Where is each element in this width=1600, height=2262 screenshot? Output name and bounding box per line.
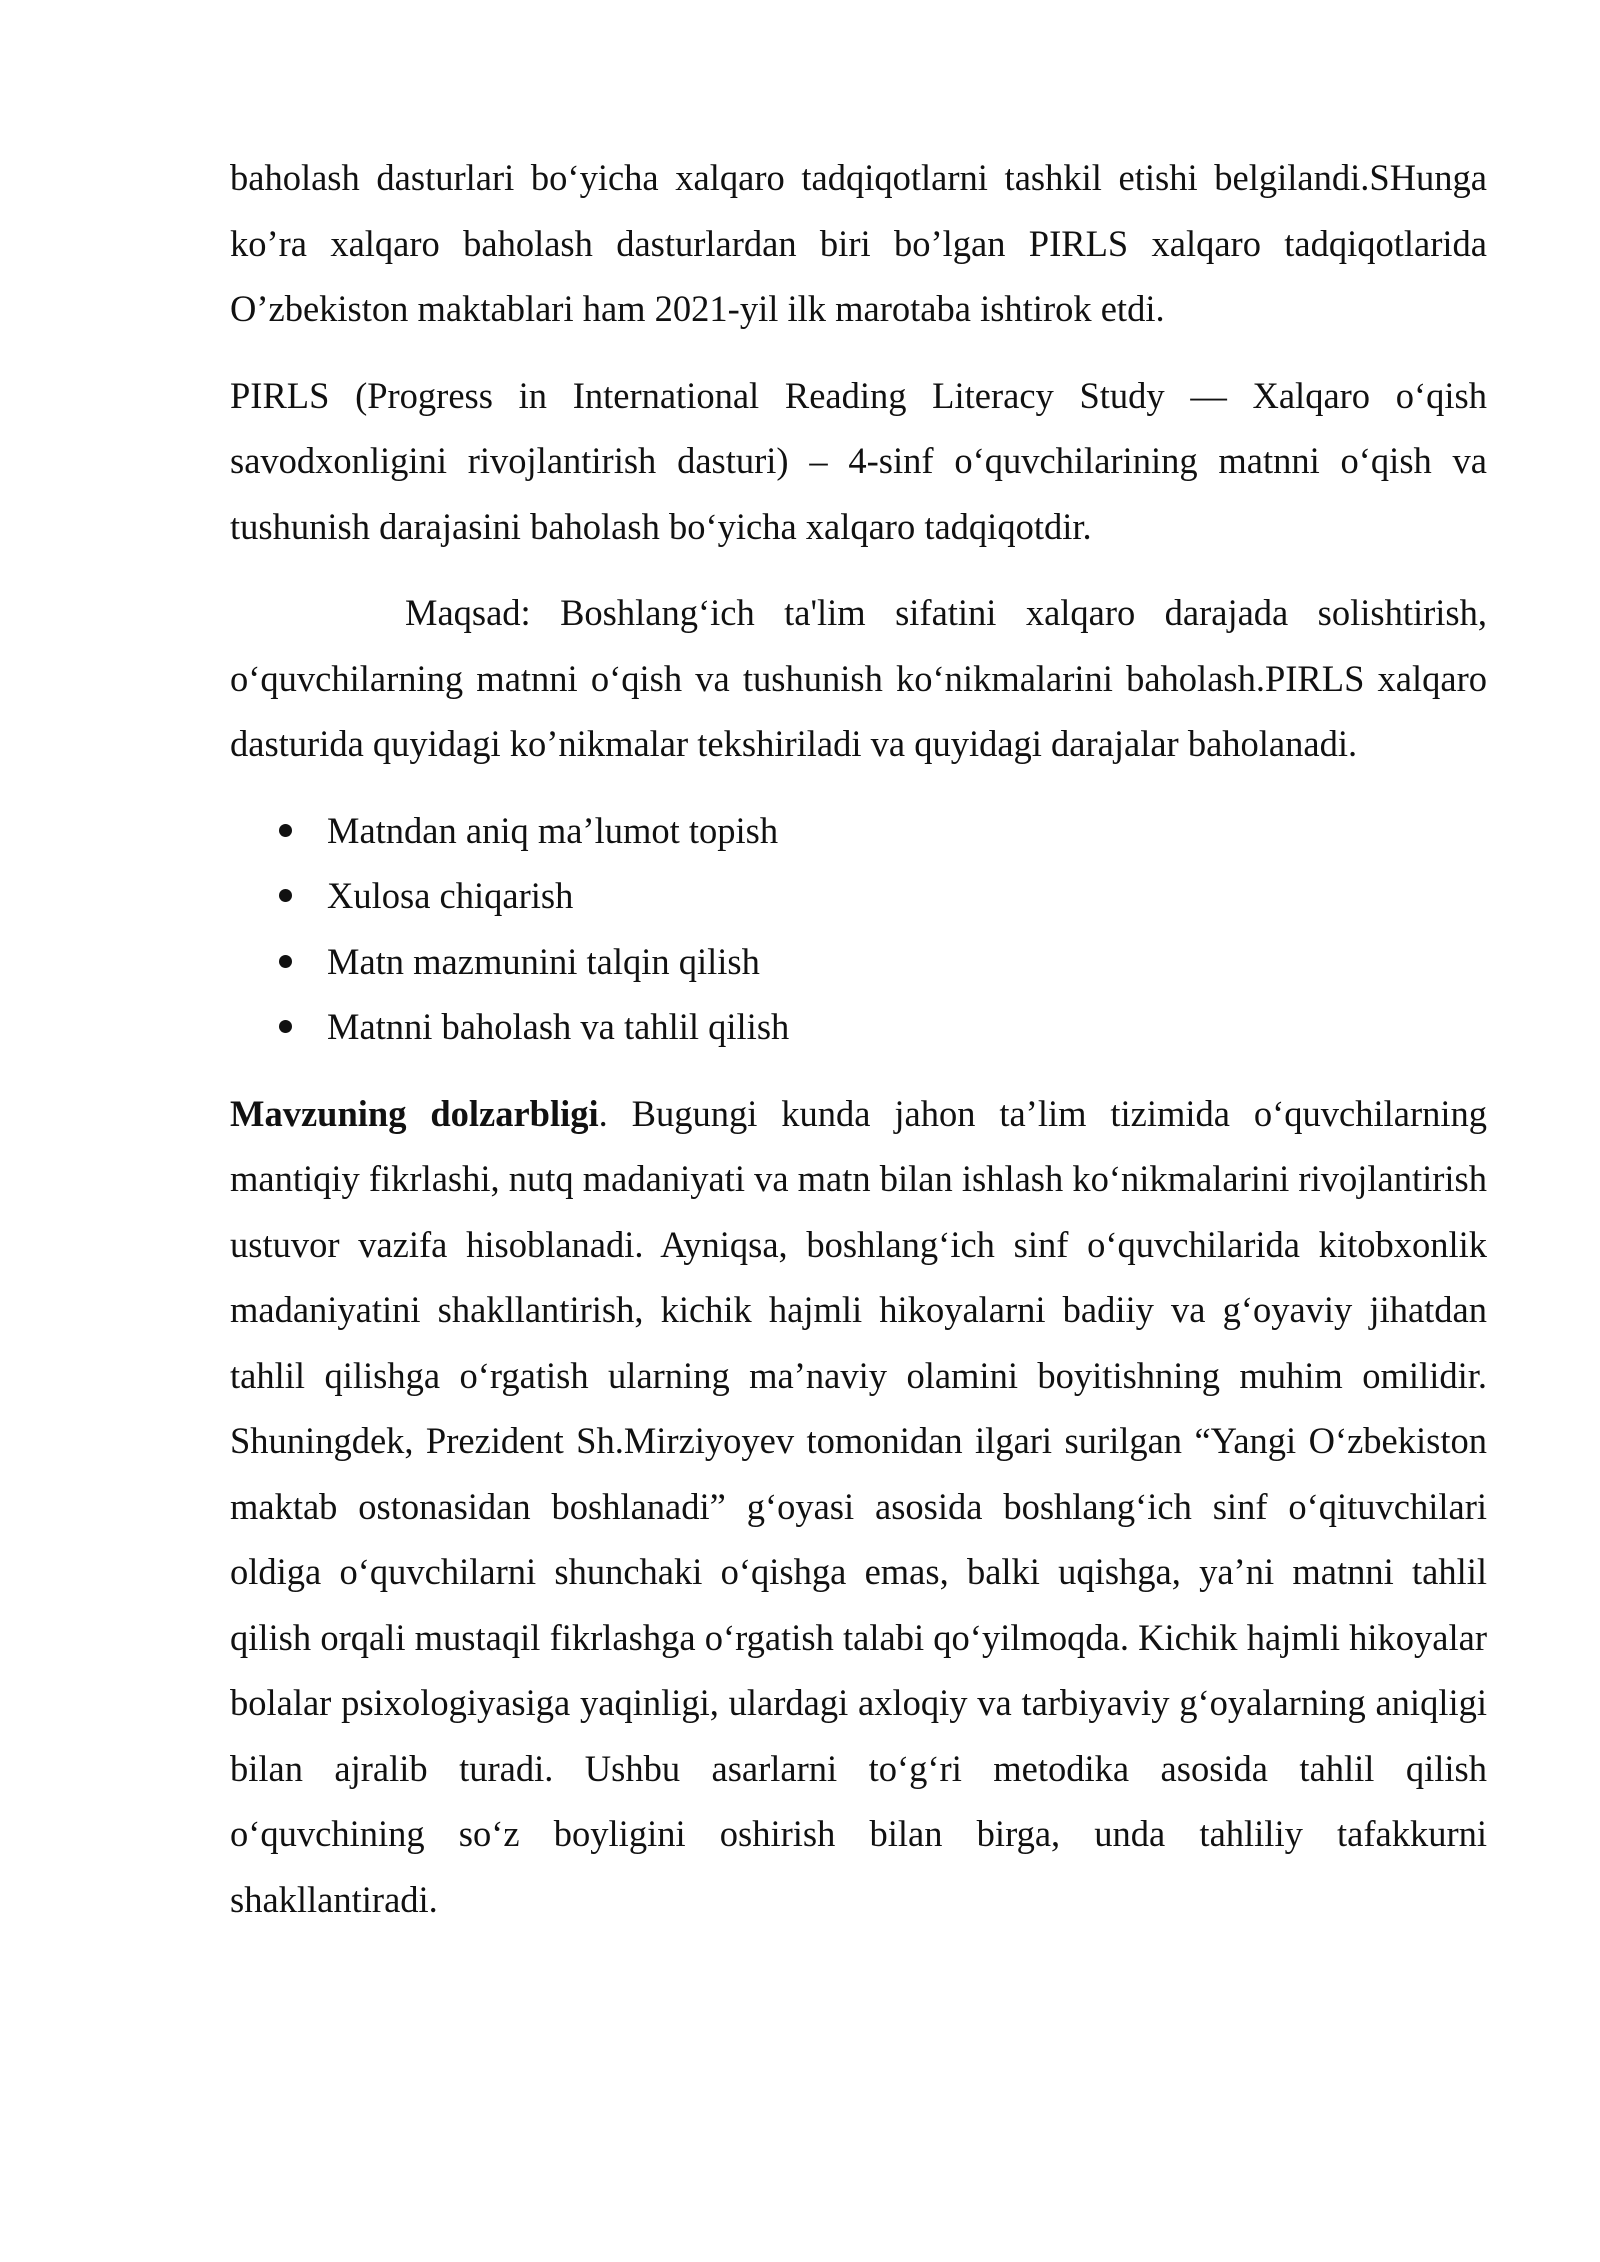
list-item (230, 929, 1487, 995)
bullet-icon (279, 1020, 292, 1033)
bullet-icon (279, 824, 292, 837)
section-body-text: Bugungi kunda jahon ta’lim tizimida o‘quvchilarning mantiqiy fikrlashi, nutq madaniyati va matn bilan ishlash ko‘nikmalarini rivojlantirish ustuvor vazifa hisoblanadi. Ayniqsa, boshlang‘ich sinf o‘quvchilarida kitobxonlik madaniyatini shakllantirish, kichik hajmli hikoyalarni badiiy va g‘oyaviy jihatdan tahlil qilishga o‘rgatish ularning ma’naviy olamini boyitishning muhim omilidir. Shuningdek, Prezident Sh.Mirziyoyev tomonidan ilgari surilgan “Yangi O‘zbekiston maktab ostonasidan boshlanadi” g‘oyasi asosida boshlang‘ich sinf o‘qituvchilari oldiga o‘quvchilarni shunchaki o‘qishga emas, balki uqishga, ya’ni matnni tahlil qilish orqali mustaqil fikrlashga o‘rgatish talabi qo‘yilmoqda. Kichik hajmli hikoyalar bolalar psixologiyasiga yaqinligi, ulardagi axloqiy va tarbiyaviy g‘oyalarning aniqligi bilan ajralib turadi. Ushbu asarlarni to‘g‘ri metodika asosida tahlil qilish o‘quvchining so‘z boyligini oshirish bilan birga, unda tahliliy tafakkurni shakllantiradi. (230, 1092, 1487, 1920)
bullet-icon (279, 955, 292, 968)
list-item-text: Matnni baholash va tahlil qilish (327, 1006, 790, 1047)
bullet-icon (279, 889, 292, 902)
skills-bullet-list (230, 798, 1487, 1060)
paragraph-goal: Maqsad: Boshlang‘ich ta'lim sifatini xalqaro darajada solishtirish, o‘quvchilarning matnni o‘qish va tushunish ko‘nikmalarini baholash.PIRLS xalqaro dasturida quyidagi ko’nikmalar tekshiriladi va quyidagi darajalar baholanadi. (230, 592, 1487, 764)
list-item-text: Matn mazmunini talqin qilish (327, 940, 760, 982)
paragraph-pirls-definition: PIRLS (Progress in International Reading Literacy Study — Xalqaro o‘qish savodxonligini rivojlantirish dasturi) – 4-sinf o‘quvchilarining matnni o‘qish va tushunish darajasini baholash bo‘yicha xalqaro tadqiqotdir. (230, 374, 1487, 547)
section-heading-punctuation: . (598, 1092, 608, 1134)
list-item (230, 994, 1487, 1060)
list-item-text: Xulosa chiqarish (327, 875, 574, 916)
section-heading: Mavzuning dolzarbligi (230, 1092, 599, 1134)
paragraph-relevance (230, 1081, 1487, 1933)
paragraph-pirls-participation: baholash dasturlari bo‘yicha xalqaro tadqiqotlarni tashkil etishi belgilandi.SHunga ko’ra xalqaro baholash dasturlardan biri bo’lgan PIRLS xalqaro tadqiqotlarida O’zbekiston maktablari ham 2021-yil ilk marotaba ishtirok etdi. (230, 157, 1487, 329)
list-item-text: Matndan aniq ma’lumot topish (327, 809, 779, 851)
document-body (230, 145, 1487, 1953)
list-item (230, 863, 1487, 929)
list-item (230, 798, 1487, 864)
